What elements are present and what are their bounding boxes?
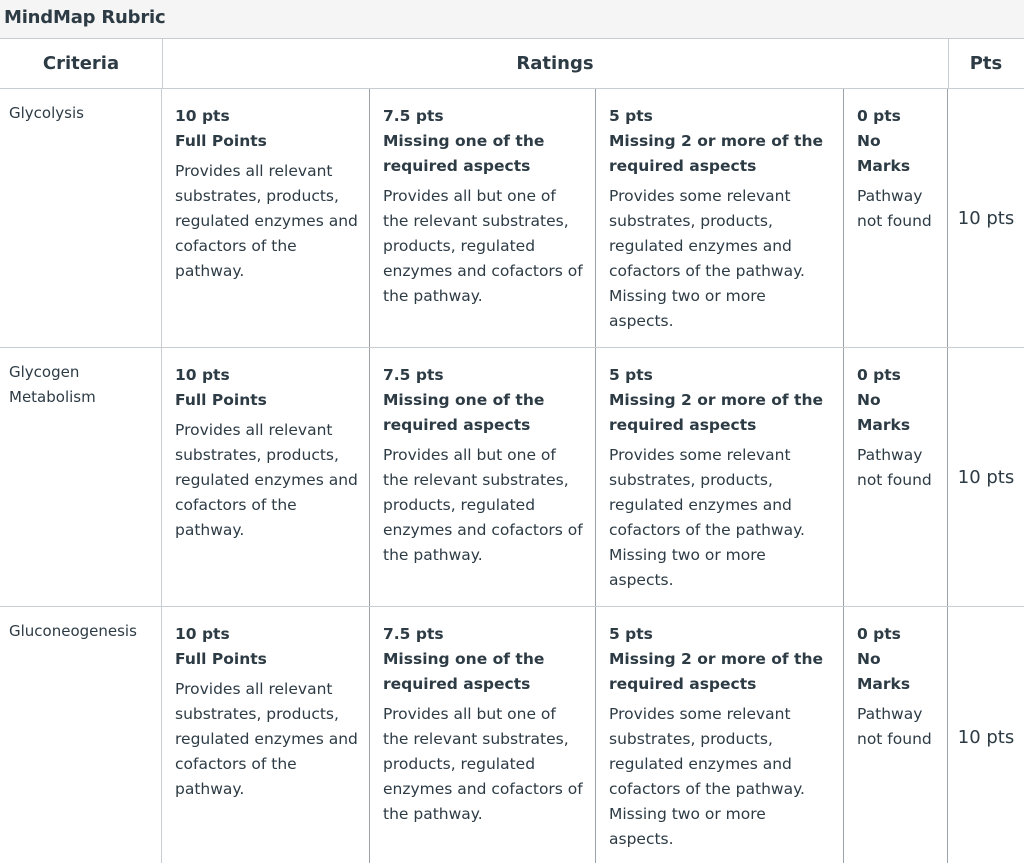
rubric-title-bar (0, 0, 1024, 39)
rating-description: Provides all but one of the relevant substrates, products, regulated enzymes and cofactors of the pathway. (383, 187, 583, 305)
rating-points: 5 pts (609, 625, 653, 643)
rating-cell (369, 348, 595, 606)
rating-points: 7.5 pts (383, 366, 444, 384)
rating-description: Pathway not found (857, 705, 932, 748)
criterion-name: Glycogen Metabolism (9, 363, 96, 406)
rating-cell (595, 607, 843, 863)
header-criteria: Criteria (0, 39, 163, 88)
rating-cell (162, 89, 369, 347)
rating-title: Missing 2 or more of the required aspects (609, 132, 823, 175)
criterion-name: Gluconeogenesis (9, 622, 137, 640)
criterion-points: 10 pts (957, 726, 1015, 748)
rating-points: 5 pts (609, 366, 653, 384)
rating-description: Provides all but one of the relevant substrates, products, regulated enzymes and cofactors of the pathway. (383, 705, 583, 823)
criterion-name: Glycolysis (9, 104, 84, 122)
rating-title: No Marks (857, 650, 911, 693)
rating-points: 7.5 pts (383, 107, 444, 125)
rating-title: Missing one of the required aspects (383, 391, 545, 434)
header-pts: Pts (969, 53, 1003, 74)
rating-cell (595, 348, 843, 606)
rating-description: Provides some relevant substrates, products, regulated enzymes and cofactors of the pathway. Missing two or more aspects. (609, 446, 805, 589)
rating-title: Full Points (175, 650, 267, 668)
criterion-points: 10 pts (957, 207, 1015, 229)
rating-description: Provides all relevant substrates, products, regulated enzymes and cofactors of the pathway. (175, 421, 358, 539)
rating-points: 10 pts (175, 625, 230, 643)
rating-description: Provides all relevant substrates, products, regulated enzymes and cofactors of the pathway. (175, 680, 358, 798)
rating-points: 10 pts (175, 366, 230, 384)
rating-title: No Marks (857, 132, 911, 175)
rubric-header-row (0, 39, 1024, 89)
criterion-points: 10 pts (957, 466, 1015, 488)
rating-points: 0 pts (857, 625, 901, 643)
criterion-row (0, 348, 1024, 607)
rating-title: No Marks (857, 391, 911, 434)
rating-description: Provides some relevant substrates, products, regulated enzymes and cofactors of the pathway. Missing two or more aspects. (609, 187, 805, 330)
rating-description: Provides all relevant substrates, products, regulated enzymes and cofactors of the pathway. (175, 162, 358, 280)
rating-description: Provides some relevant substrates, products, regulated enzymes and cofactors of the pathway. Missing two or more aspects. (609, 705, 805, 848)
rating-points: 7.5 pts (383, 625, 444, 643)
rating-points: 5 pts (609, 107, 653, 125)
rating-points: 0 pts (857, 107, 901, 125)
rubric-title: MindMap Rubric (4, 7, 166, 28)
rating-points: 10 pts (175, 107, 230, 125)
header-ratings: Ratings (162, 39, 949, 88)
rating-cell (162, 607, 369, 863)
rating-description: Provides all but one of the relevant substrates, products, regulated enzymes and cofactors of the pathway. (383, 446, 583, 564)
rating-cell (843, 607, 948, 863)
criterion-row (0, 89, 1024, 348)
rating-title: Missing one of the required aspects (383, 650, 545, 693)
rating-cell (369, 607, 595, 863)
rating-cell (595, 89, 843, 347)
rating-points: 0 pts (857, 366, 901, 384)
rating-title: Full Points (175, 132, 267, 150)
criterion-row (0, 607, 1024, 863)
rating-title: Missing 2 or more of the required aspects (609, 391, 823, 434)
rating-title: Missing one of the required aspects (383, 132, 545, 175)
rating-cell (843, 348, 948, 606)
rating-cell (162, 348, 369, 606)
rating-description: Pathway not found (857, 187, 932, 230)
rating-cell (843, 89, 948, 347)
rating-description: Pathway not found (857, 446, 932, 489)
rating-title: Missing 2 or more of the required aspects (609, 650, 823, 693)
rating-cell (369, 89, 595, 347)
rating-title: Full Points (175, 391, 267, 409)
